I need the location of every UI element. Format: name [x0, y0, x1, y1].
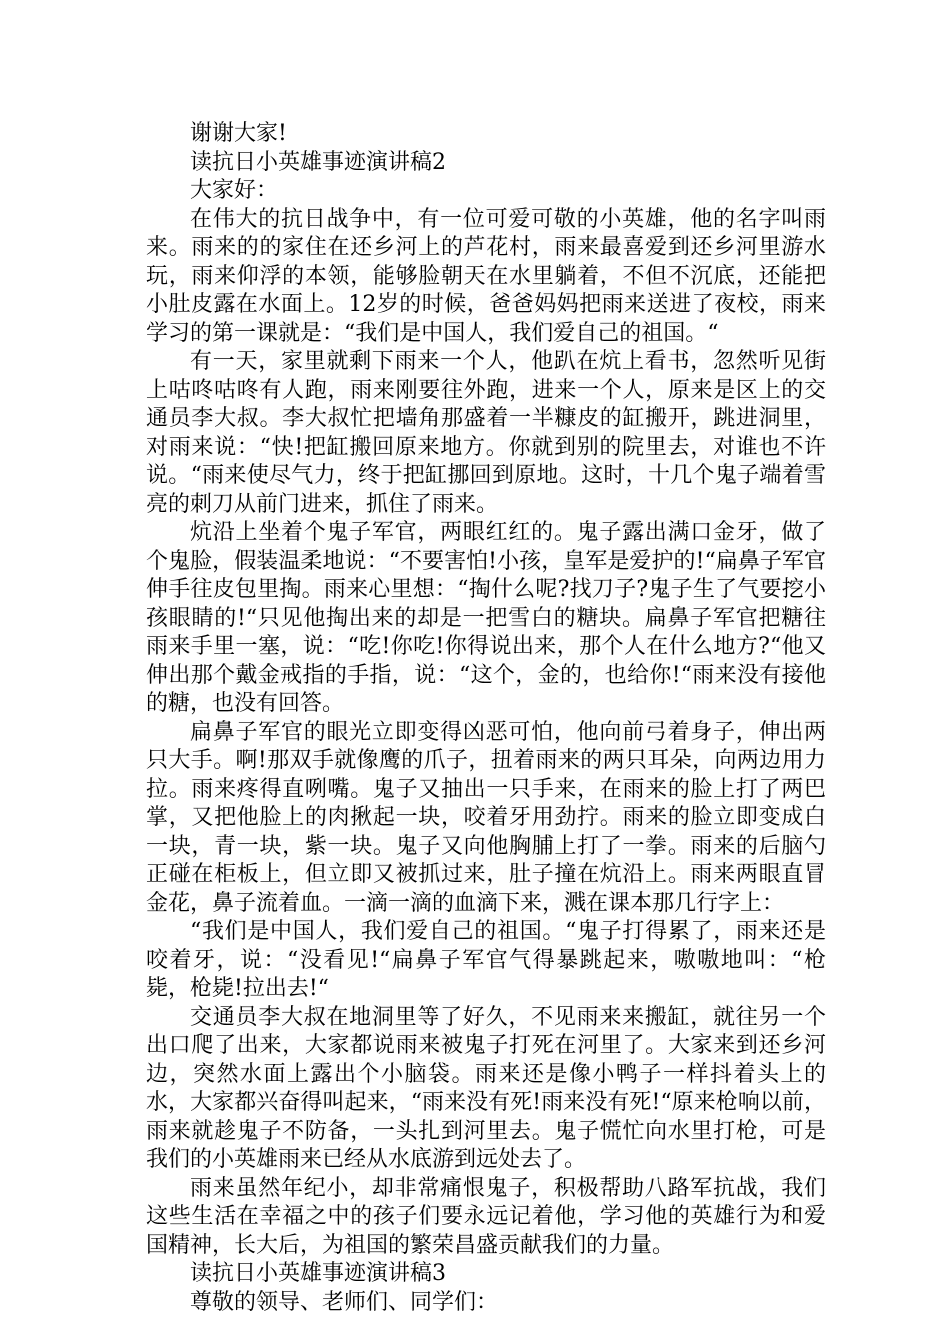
speech-title-3: 读抗日小英雄事迹演讲稿3 — [190, 1261, 446, 1286]
body-paragraph: 扁鼻子军官的眼光立即变得凶恶可怕，他向前弓着身子，伸出两只大手。啊!那双手就像鹰的爪子，扭着雨来的两只耳朵，向两边用力拉。雨来疼得直咧嘴。鬼子又抽出一只手来，在雨来的脸上打了两巴掌，又把他脸上的肉揪起一块，咬着牙用劲拧。雨来的脸立即变成白一块，青一块，紫一块。鬼子又向他胸脯上打了一拳。雨来的后脑勺正碰在柜板上，但立即又被抓过来，肚子撞在炕沿上。雨来两眼直冒金花，鼻子流着血。一滴一滴的血滴下来，溅在课本那几行字上： — [146, 719, 826, 916]
document-body — [146, 120, 826, 1317]
body-paragraph: 在伟大的抗日战争中，有一位可爱可敬的小英雄，他的名字叫雨来。雨来的的家住在还乡河上的芦花村，雨来最喜爱到还乡河里游水玩，雨来仰浮的本领，能够脸朝天在水里躺着，不但不沉底，还能把小肚皮露在水面上。12岁的时候，爸爸妈妈把雨来送进了夜校，雨来学习的第一课就是：“我们是中国人，我们爱自己的祖国。“ — [146, 206, 826, 346]
body-paragraph: 有一天，家里就剩下雨来一个人，他趴在炕上看书，忽然听见街上咕咚咕咚有人跑，雨来刚要往外跑，进来一个人，原来是区上的交通员李大叔。李大叔忙把墙角那盛着一半糠皮的缸搬开，跳进洞里，对雨来说：“快!把缸搬回原来地方。你就到别的院里去，对谁也不许说。“雨来使尽气力，终于把缸挪回到原地。这时，十几个鬼子端着雪亮的刺刀从前门进来，抓住了雨来。 — [146, 349, 826, 517]
greeting: 尊敬的领导、老师们、同学们： — [190, 1289, 499, 1315]
body-paragraph: 雨来虽然年纪小，却非常痛恨鬼子，积极帮助八路军抗战，我们这些生活在幸福之中的孩子们要永远记着他，学习他的英雄行为和爱国精神，长大后，为祖国的繁荣昌盛贡献我们的力量。 — [146, 1175, 826, 1258]
body-paragraph: 交通员李大叔在地洞里等了好久，不见雨来来搬缸，就往另一个出口爬了出来，大家都说雨来被鬼子打死在河里了。大家来到还乡河边，突然水面上露出个小脑袋。雨来还是像小鸭子一样抖着头上的水，大家都兴奋得叫起来，“雨来没有死!雨来没有死!“原来枪响以前，雨来就趁鬼子不防备，一头扎到河里去。鬼子慌忙向水里打枪，可是我们的小英雄雨来已经从水底游到远处去了。 — [146, 1004, 826, 1172]
body-paragraph: “我们是中国人，我们爱自己的祖国。“鬼子打得累了，雨来还是咬着牙，说：“没看见!“扁鼻子军官气得暴跳起来，嗷嗷地叫：“枪毙，枪毙!拉出去!“ — [146, 919, 826, 1001]
speech-title-2: 读抗日小英雄事迹演讲稿2 — [190, 149, 446, 175]
greeting: 大家好： — [190, 178, 279, 203]
body-paragraph: 炕沿上坐着个鬼子军官，两眼红红的。鬼子露出满口金牙，做了个鬼脸，假装温柔地说：“不要害怕!小孩，皇军是爱护的!“扁鼻子军官伸手往皮包里掏。雨来心里想：“掏什么呢?找刀子?鬼子生了气要挖小孩眼睛的!“只见他掏出来的却是一把雪白的糖块。扁鼻子军官把糖往雨来手里一塞，说：“吃!你吃!你得说出来，那个人在什么地方?“他又伸出那个戴金戒指的手指，说：“这个，金的，也给你!“雨来没有接他的糖，也没有回答。 — [146, 520, 826, 716]
closing-line: 谢谢大家! — [190, 121, 287, 146]
